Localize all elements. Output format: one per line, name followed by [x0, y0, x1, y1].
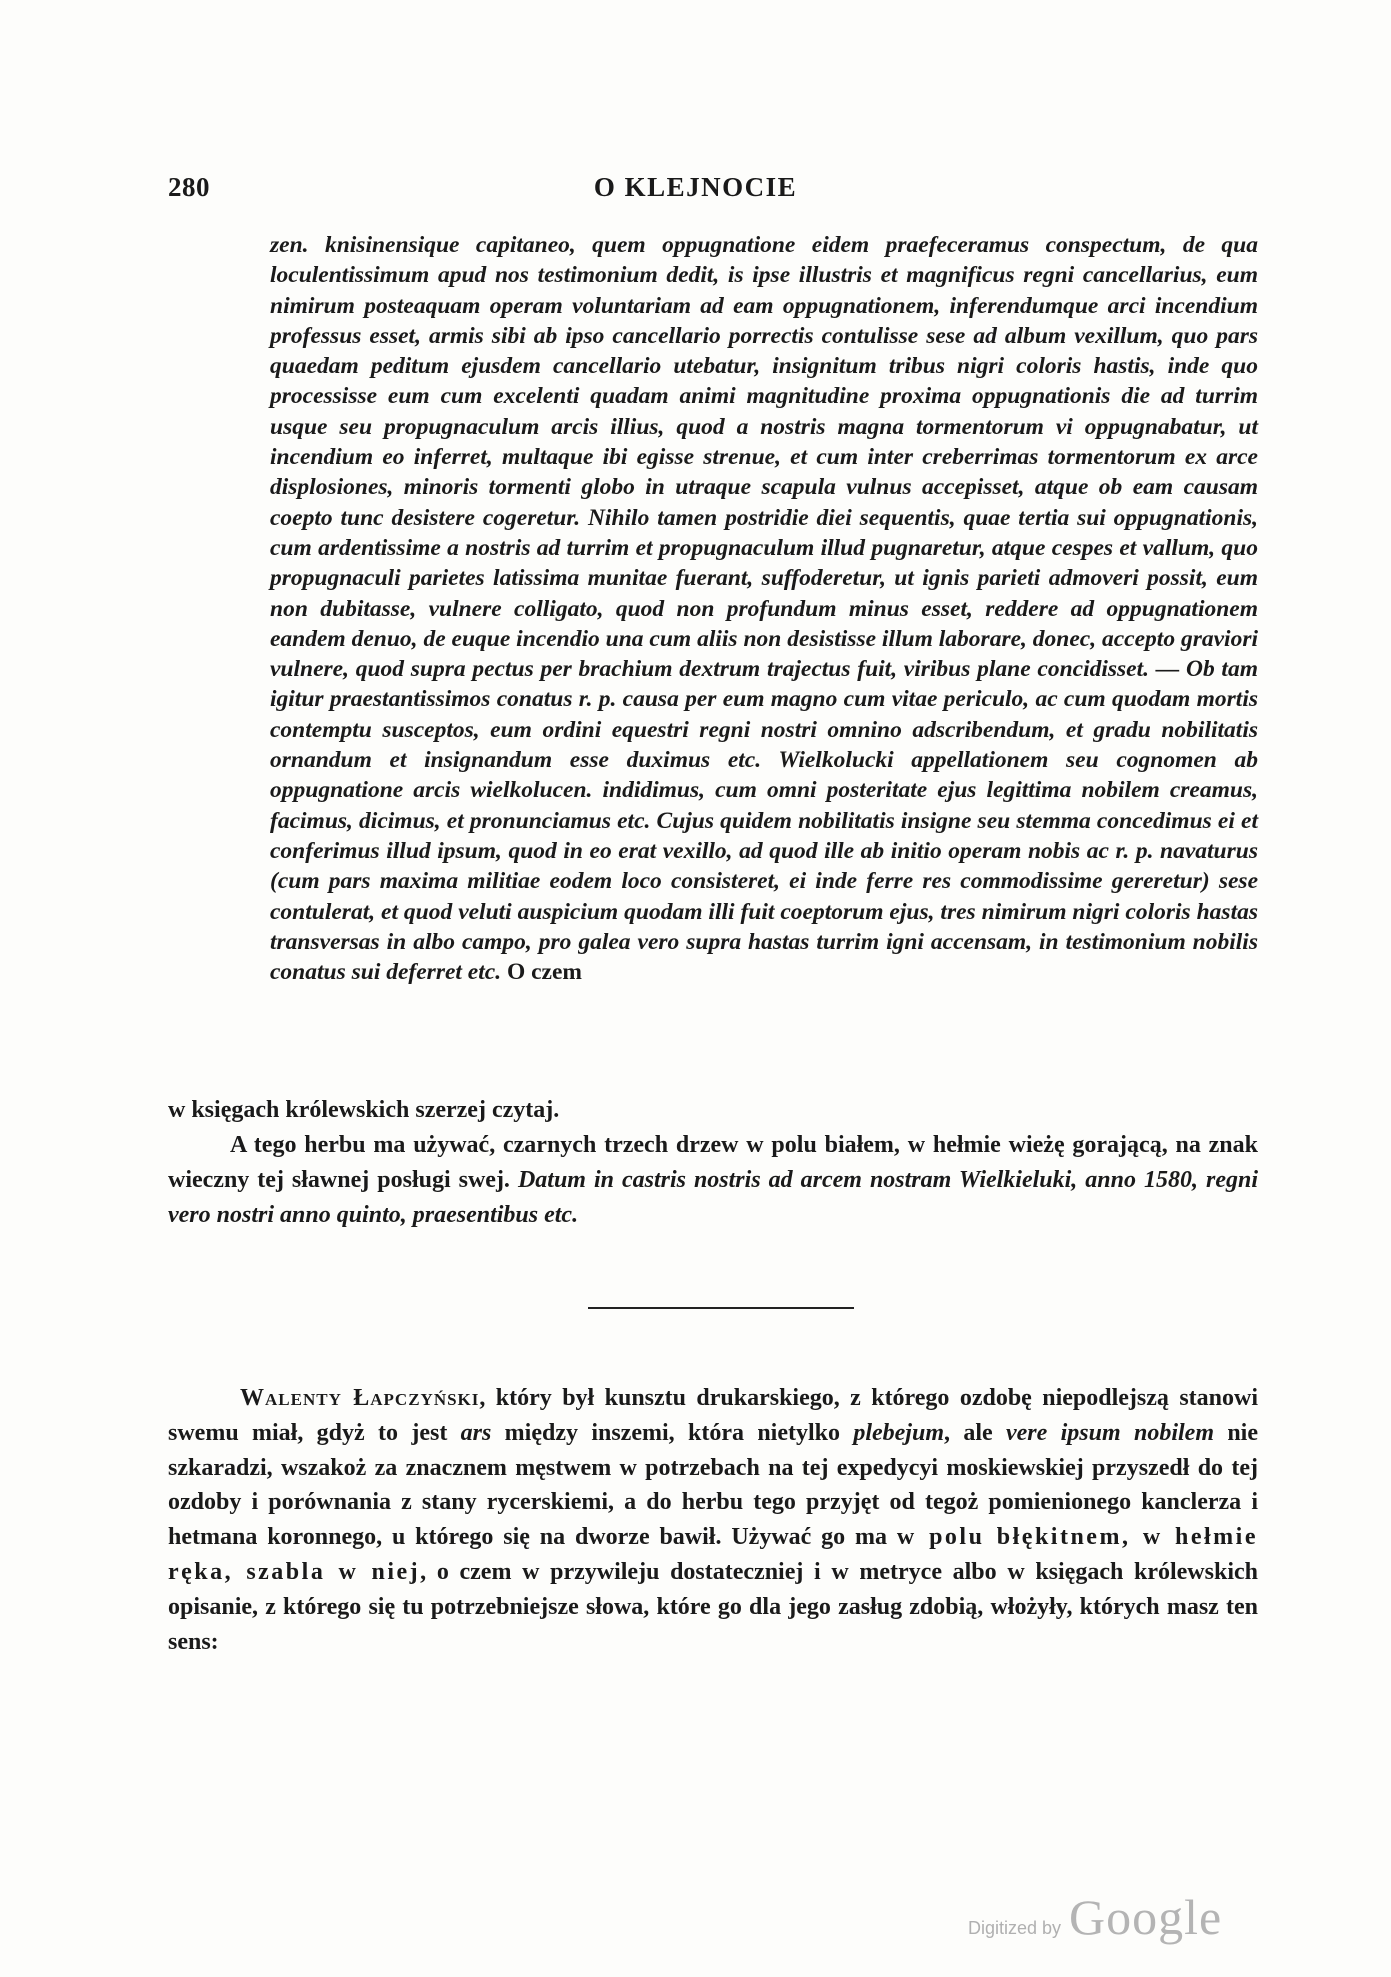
- digitized-watermark: [968, 1888, 1222, 1946]
- section-italic-3: vere ipsum nobilem: [1005, 1419, 1214, 1446]
- section-text-5: , o czem w przywileju dostateczniej i w metryce albo w księgach królewskich opisanie, z którego się tu potrzebniejsze słowa, które go dla jego zasług zdobią, włożyły, których masz ten sens:: [168, 1558, 1258, 1655]
- section-italic-2: plebejum: [853, 1419, 944, 1446]
- section-spaced-text: w polu błękitnem, w hełmie ręka, szabla w niej: [168, 1524, 1258, 1585]
- section-text-1: , który był kunsztu drukarskiego, z którego ozdobę niepodlejszą stanowi swemu miał, gdyż to jest: [168, 1385, 1258, 1446]
- latin-privilege-quote: [270, 230, 1258, 987]
- watermark-prefix: Digitized by: [968, 1918, 1062, 1938]
- section-text-4: nie szkaradzi, wszakoż za znacznem męstwem w potrzebach na tej expedycyi moskiewskiej przyszedł do tej ozdoby i porównania z stany rycerskiemi, a do herbu tego przyjęt od tegoż pomienionego kanclerza i hetmana koronnego, u którego się na dworze bawił. Używać go ma: [168, 1419, 1258, 1551]
- closing-text: A tego herbu ma używać, czarnych trzech drzew w polu białem, w hełmie wieżę gorającą, na znak wieczny tej sławnej posługi swej.: [168, 1132, 1258, 1193]
- person-name: Walenty Łapczyński: [240, 1385, 480, 1411]
- lapczynski-section: [168, 1381, 1258, 1659]
- section-text-2: między inszemi, która nietylko: [491, 1419, 854, 1446]
- running-title: O KLEJNOCIE: [593, 172, 798, 202]
- latin-quote-tail: O czem: [501, 959, 582, 986]
- google-logo: Google: [1069, 1889, 1223, 1945]
- closing-latin-text: Datum in castris nostris ad arcem nostram Wielkieluki, anno 1580, regni vero nostri anno quinto, praesentibus etc.: [168, 1167, 1258, 1228]
- section-divider: [588, 1307, 854, 1309]
- latin-quote-text: zen. knisinensique capitaneo, quem oppugnatione eidem praefeceramus conspectum, de qua loculentissimum apud nos testimonium dedit, is ipse illustris et magnificus regni cancellarius, eum nimirum posteaquam operam voluntariam ad eam oppugnationem, inferendumque arci incendium professus esset, armis sibi ab ipso cancellario porrectis contulisse sese ad album vexillum, quo pars quaedam peditum ejusdem cancellario utebatur, insignitum tribus nigri coloris hastis, inde quo processisse eum cum excelenti quadam animi magnitudine proxima oppugnationis die ad turrim usque seu propugnaculum arcis illius, quod a nostris magna tormentorum vi oppugnabatur, ut incendium eo inferret, multaque ibi egisse strenue, et cum inter creberrimas tormentorum ex arce displosiones, minoris tormenti globo in utraque scapula vulnus accepisset, atque ob eam causam coepto tunc desistere cogeretur. Nihilo tamen postridie diei sequentis, quae tertia sui oppugnationis, cum ardentissime a nostris ad turrim et propugnaculum illud pugnaretur, atque cespes et vallum, quo propugnaculi parietes latissima munitae fuerant, suffoderetur, ut ignis parieti admoveri possit, eum non dubitasse, vulnere colligato, quod non profundum minus esset, reddere ad oppugnationem eandem denuo, de euque incendio una cum aliis non desistisse illum laborare, donec, accepto graviori vulnere, quod supra pectus per brachium dextrum trajectus fuit, viribus plane concidisset. — Ob tam igitur praestantissimos conatus r. p. causa per eum magno cum vitae periculo, ac cum quodam mortis contemptu susceptos, eum ordini equestri regni nostri omnino adscribendum, et gradu nobilitatis ornandum et insignandum esse duximus etc. Wielkolucki appellationem seu cognomen ab oppugnatione arcis wielkolucen. indidimus, cum omni posteritate ejus legittima nobilem creamus, facimus, dicimus, et pronunciamus etc. Cujus quidem nobilitatis insigne seu stemma concedimus ei et conferimus illud ipsum, quod in eo erat vexillo, ad quod ille ab initio operam nobis ac r. p. navaturus (cum pars maxima militiae eodem loco consisteret, ei inde ferre res commodissime gereretur) sese contulerat, et quod veluti auspicium quodam illi fuit coeptorum ejus, tres nimirum nigri coloris hastas transversas in albo campo, pro galea vero supra hastas turrim igni accensam, in testimonium nobilis conatus sui deferret etc.: [270, 232, 1258, 986]
- section-text-3: , ale: [943, 1419, 1006, 1446]
- page-number: 280: [168, 172, 210, 202]
- section-italic-1: ars: [460, 1419, 492, 1446]
- closing-line: w księgach królewskich szerzej czytaj.: [168, 1097, 560, 1123]
- closing-paragraph: [168, 1093, 1258, 1233]
